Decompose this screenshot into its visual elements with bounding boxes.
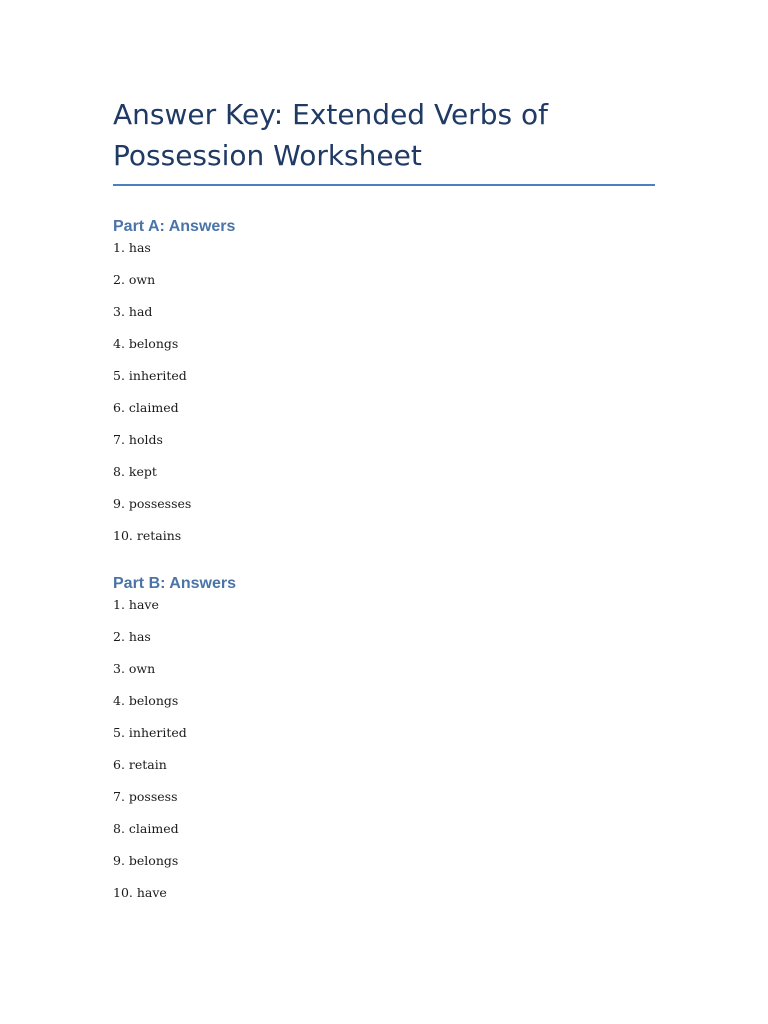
document-page [113,94,655,901]
part-b-answer-3: 3. own [113,661,156,676]
part-a-answer-6: 6. claimed [113,400,179,415]
part-a-answer-list [113,240,655,544]
part-a-answer-9: 9. possesses [113,496,192,511]
part-a-answer-8: 8. kept [113,464,157,479]
part-b-answer-6: 6. retain [113,757,167,772]
document-title: Answer Key: Extended Verbs of Possession Worksheet [113,94,655,186]
part-b-answer-10: 10. have [113,885,167,900]
part-b-answer-7: 7. possess [113,789,178,804]
part-b-section [113,574,655,901]
part-a-heading: Part A: Answers [113,218,236,235]
part-a-answer-7: 7. holds [113,432,163,447]
part-b-heading: Part B: Answers [113,575,236,592]
part-a-answer-5: 5. inherited [113,368,187,383]
part-a-section [113,217,655,544]
part-b-answer-9: 9. belongs [113,853,179,868]
part-a-answer-3: 3. had [113,304,153,319]
part-b-answer-1: 1. have [113,597,159,612]
part-a-answer-4: 4. belongs [113,336,179,351]
part-b-answer-8: 8. claimed [113,821,179,836]
part-a-answer-10: 10. retains [113,528,182,543]
part-b-answer-5: 5. inherited [113,725,187,740]
part-b-answer-list [113,597,655,901]
part-b-answer-2: 2. has [113,629,151,644]
part-b-answer-4: 4. belongs [113,693,179,708]
part-a-answer-1: 1. has [113,240,151,255]
part-a-answer-2: 2. own [113,272,156,287]
